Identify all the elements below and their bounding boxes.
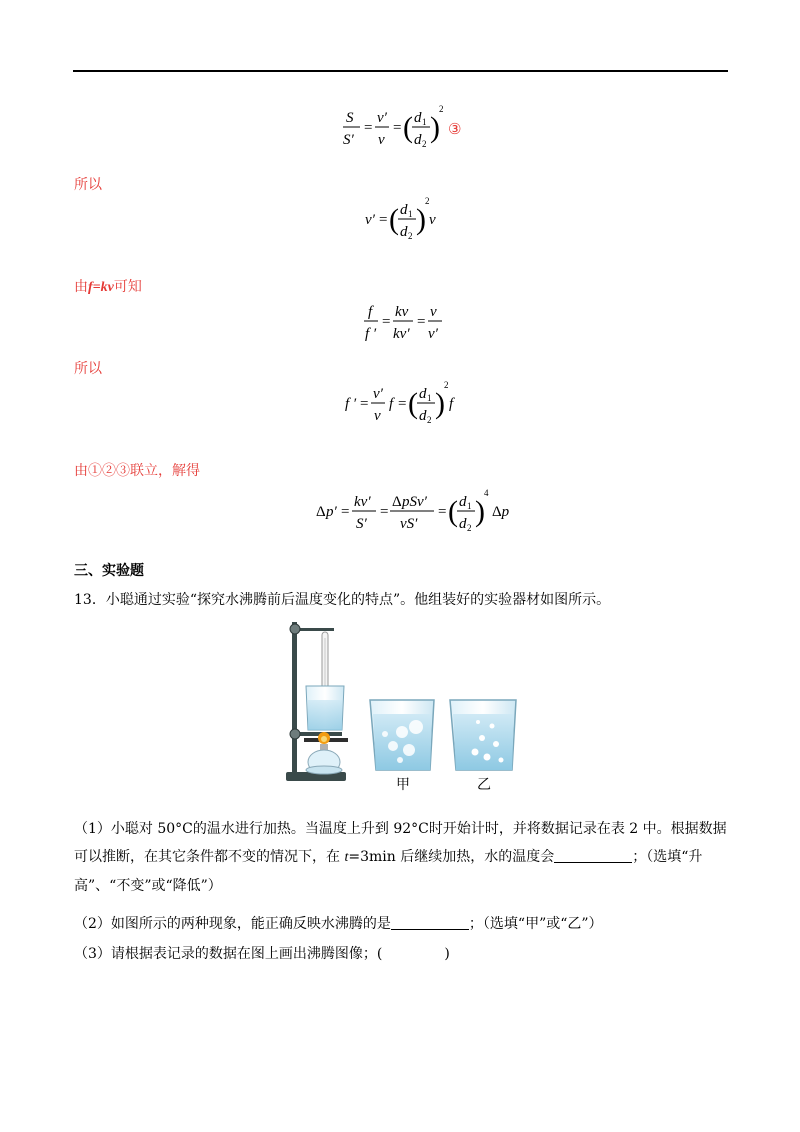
svg-text:=: = (380, 504, 389, 520)
part2-text-a: （2）如图所示的两种现象，能正确反映水沸腾的是 (74, 916, 391, 932)
svg-text:vS′: vS′ (400, 516, 418, 532)
equation-f-ratio (362, 298, 444, 351)
svg-text:2: 2 (427, 415, 432, 425)
svg-text:=: = (417, 314, 426, 330)
svg-text:2: 2 (408, 231, 413, 241)
svg-text:): ) (430, 111, 440, 144)
part1-text-b: =3min 后继续加热，水的温度会 (348, 849, 555, 865)
svg-text:(: ( (408, 387, 418, 420)
question-13-stem (74, 586, 734, 614)
svg-text:=: = (364, 120, 373, 136)
equation-delta-p-tail: Δp (492, 504, 510, 520)
svg-text:(: ( (389, 203, 399, 236)
part3-text-a: （3）请根据表记录的数据在图上画出沸腾图像；( (74, 946, 383, 962)
section-title: 三、实验题 (74, 563, 144, 579)
svg-text:p′: p′ (326, 504, 337, 520)
equation-v-prime (363, 196, 443, 249)
svg-text:d: d (414, 132, 422, 148)
header-rule (73, 70, 728, 72)
svg-text:S: S (346, 110, 354, 126)
svg-text:v: v (430, 304, 437, 320)
apparatus-figure (282, 614, 522, 794)
label-jia: 甲 (396, 777, 410, 793)
svg-text:d: d (459, 516, 467, 532)
question-part-2 (74, 910, 734, 938)
svg-text:f ′: f ′ (365, 326, 377, 342)
svg-text:=: = (379, 212, 388, 228)
answer-blank-1[interactable] (554, 848, 632, 863)
svg-text:v: v (378, 132, 385, 148)
svg-text:Δ: Δ (316, 504, 326, 520)
svg-text:2: 2 (467, 523, 472, 533)
svg-text:d: d (400, 202, 408, 218)
svg-text:d: d (419, 386, 427, 402)
label-f-kv: f=kv (88, 280, 114, 295)
svg-text:kv′: kv′ (354, 494, 371, 510)
beaker-jia (370, 700, 434, 770)
svg-text:=: = (382, 314, 391, 330)
svg-text:): ) (475, 495, 485, 528)
question-number: 13． (74, 592, 106, 608)
svg-text:4: 4 (484, 488, 489, 498)
part2-text-b: ；（选填“甲”或“乙”） (468, 916, 603, 932)
label-suoyi-2: 所以 (74, 361, 102, 377)
answer-blank-2[interactable] (391, 915, 469, 930)
svg-text:=: = (438, 504, 447, 520)
svg-text:f: f (368, 304, 373, 320)
part1-t: t (344, 850, 349, 865)
heating-beaker (306, 686, 344, 730)
svg-text:): ) (416, 203, 426, 236)
label-you-f (74, 276, 142, 296)
svg-text:pSv′: pSv′ (402, 494, 427, 510)
label-yi: 乙 (477, 777, 491, 793)
question-part-1 (74, 815, 734, 900)
svg-text:2: 2 (444, 380, 449, 390)
answer-blank-3[interactable] (382, 946, 444, 960)
label-suoyi-1: 所以 (74, 177, 102, 193)
svg-text:kv: kv (395, 304, 409, 320)
equation-f-prime (343, 380, 463, 433)
svg-text:v′: v′ (373, 386, 383, 402)
svg-text:d: d (400, 224, 408, 240)
label-you-prefix: 由 (74, 279, 88, 295)
label-lianli: 由①②③联立，解得 (74, 463, 200, 479)
svg-text:d: d (419, 408, 427, 424)
svg-text:2: 2 (425, 196, 430, 206)
svg-text:v: v (374, 408, 381, 424)
part3-text-b: ) (444, 946, 450, 962)
svg-text:1: 1 (467, 501, 472, 511)
svg-text:v′: v′ (428, 326, 438, 342)
part1-text-a: （1）小聪对 50°C的温水进行加热。当温度上升到 92°C时开始计时，并将数据记录在表 2 中。根据数据可以推断，在其它条件都不变的情况下，在 (74, 821, 727, 865)
part1-text-c: ；（选填“升高”、“不变”或“降低”） (74, 849, 703, 894)
equation-3 (340, 104, 470, 157)
svg-text:f: f (449, 396, 454, 412)
svg-text:f ′: f ′ (345, 396, 357, 412)
equation-delta-p (314, 488, 510, 541)
svg-text:): ) (435, 387, 445, 420)
svg-text:=: = (341, 504, 350, 520)
label-keji: 可知 (113, 279, 142, 295)
question-stem: 小聪通过实验“探究水沸腾前后温度变化的特点”。他组装好的实验器材如图所示。 (105, 592, 611, 608)
beaker-yi (450, 700, 516, 770)
svg-text:v′: v′ (377, 110, 387, 126)
svg-text:=: = (393, 120, 402, 136)
svg-text:=: = (360, 396, 369, 412)
svg-text:S′: S′ (356, 516, 367, 532)
svg-text:1: 1 (408, 209, 413, 219)
svg-text:1: 1 (422, 117, 427, 127)
svg-text:1: 1 (427, 393, 432, 403)
svg-text:d: d (414, 110, 422, 126)
svg-text:S′: S′ (343, 132, 354, 148)
svg-text:kv′: kv′ (393, 326, 410, 342)
svg-text:2: 2 (439, 104, 444, 114)
svg-text:d: d (459, 494, 467, 510)
svg-text:(: ( (448, 495, 458, 528)
svg-text:=: = (398, 396, 407, 412)
svg-text:v′: v′ (365, 212, 375, 228)
question-part-3 (74, 940, 734, 968)
svg-text:2: 2 (422, 139, 427, 149)
svg-text:f: f (389, 396, 394, 412)
svg-text:v: v (429, 212, 436, 228)
svg-text:Δ: Δ (392, 494, 402, 510)
svg-text:(: ( (403, 111, 413, 144)
equation-3-marker: ③ (448, 120, 462, 138)
